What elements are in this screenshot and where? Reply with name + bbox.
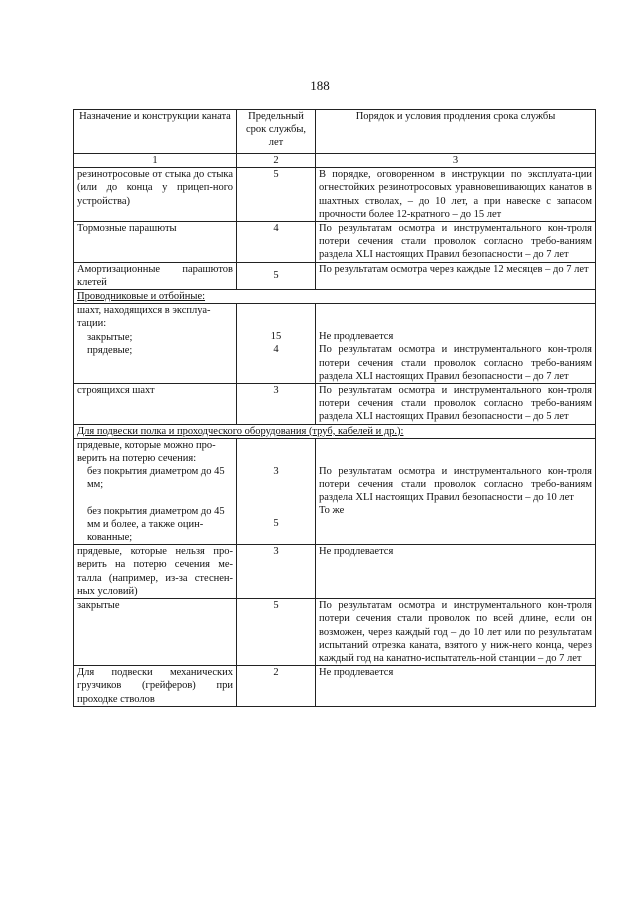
table-row bbox=[74, 304, 596, 384]
table-row bbox=[74, 168, 596, 222]
rope-name: строящихся шахт bbox=[74, 384, 237, 425]
service-life-cell bbox=[237, 438, 316, 544]
column-number-row bbox=[74, 154, 596, 168]
rope-service-life-table bbox=[73, 109, 596, 707]
column-number: 3 bbox=[316, 154, 596, 168]
service-life-cell bbox=[237, 304, 316, 384]
header-service-life: Предельный срок службы, лет bbox=[237, 110, 316, 154]
section-title-text: Проводниковые и отбойные: bbox=[77, 291, 206, 303]
extension-conditions: Не продлевается bbox=[319, 331, 394, 343]
service-life: 3 bbox=[237, 384, 316, 425]
header-purpose: Назначение и конструкции каната bbox=[74, 110, 237, 154]
rope-name: Для подвески механических грузчиков (грейферов) при проходке стволов bbox=[74, 666, 237, 707]
service-life: 2 bbox=[237, 666, 316, 707]
rope-name: прядевые, которые нельзя про-верить на потерю сечения ме-талла (например, из-за стеснен-ных условий) bbox=[74, 545, 237, 599]
extension-conditions-cell bbox=[316, 304, 596, 384]
rope-name-cell bbox=[74, 438, 237, 544]
rope-subtype: без покрытия диаметром до 45 мм; bbox=[87, 466, 225, 491]
table-row bbox=[74, 262, 596, 289]
header-extension-conditions: Порядок и условия продления срока службы bbox=[316, 110, 596, 154]
section-row bbox=[74, 290, 596, 304]
service-life: 15 bbox=[270, 331, 282, 343]
rope-subtype: без покрытия диаметром до 45 мм и более, а также оцин-кованные; bbox=[87, 505, 225, 544]
service-life: 4 bbox=[237, 222, 316, 263]
service-life: 3 bbox=[273, 465, 279, 477]
extension-conditions: По результатам осмотра и инструментального кон-троля потери сечения стали проволок согласно требо-ваниям раздела XLI настоящих Правил безопасности – до 5 лет bbox=[316, 384, 596, 425]
service-life: 3 bbox=[237, 545, 316, 599]
extension-conditions: Не продлевается bbox=[316, 666, 596, 707]
table-row bbox=[74, 666, 596, 707]
section-title bbox=[74, 424, 596, 438]
table-row bbox=[74, 438, 596, 544]
page-number: 188 bbox=[310, 78, 330, 93]
service-life: 5 bbox=[237, 262, 316, 289]
extension-conditions: По результатам осмотра через каждые 12 месяцев – до 7 лет bbox=[316, 262, 596, 289]
service-life: 5 bbox=[273, 518, 279, 530]
column-number: 2 bbox=[237, 154, 316, 168]
rope-name: Тормозные парашюты bbox=[74, 222, 237, 263]
extension-conditions: По результатам осмотра и инструментального кон-троля потери сечения стали проволок по всей длине, если он возможен, через каждый год – до 10 лет или по результатам испытаний отрезка каната, взятого у ниж-него конца, через каждый год на канатно-испытатель-ной станции – до 7 лет bbox=[316, 599, 596, 666]
rope-name: закрытые bbox=[74, 599, 237, 666]
column-number: 1 bbox=[74, 154, 237, 168]
rope-name-cell bbox=[74, 304, 237, 384]
service-life: 5 bbox=[237, 168, 316, 222]
section-title-text: Для подвески полка и проходческого оборудования (труб, кабелей и др.): bbox=[77, 425, 404, 437]
table-row bbox=[74, 599, 596, 666]
table-row bbox=[74, 384, 596, 425]
extension-conditions-cell bbox=[316, 438, 596, 544]
service-life: 5 bbox=[237, 599, 316, 666]
rope-name: Амортизационные парашютов клетей bbox=[74, 262, 237, 289]
section-title bbox=[74, 290, 596, 304]
rope-subtype: закрытые; bbox=[87, 331, 133, 343]
service-life: 4 bbox=[273, 344, 279, 356]
extension-conditions: По результатам осмотра и инструментального кон-троля потери сечения стали проволок согласно требо-ваниям раздела XLI настоящих Правил безопасности – до 10 лет bbox=[319, 465, 592, 504]
section-row bbox=[74, 424, 596, 438]
extension-conditions: В порядке, оговоренном в инструкции по эксплуата-ции огнестойких резинотросовых уравновешивающих канатов в шахтных стволах, – до 10 лет, а при навеске с запасом прочности более 12-кратного – до 15 лет bbox=[316, 168, 596, 222]
extension-conditions: То же bbox=[319, 505, 345, 517]
rope-subtype: прядевые; bbox=[87, 344, 133, 356]
rope-name: прядевые, которые можно про-верить на потерю сечения: bbox=[77, 439, 216, 465]
table-row bbox=[74, 222, 596, 263]
table-row bbox=[74, 545, 596, 599]
rope-name: резинотросовые от стыка до стыка (или до конца у прицеп-ного устройства) bbox=[74, 168, 237, 222]
table-header-row bbox=[74, 110, 596, 154]
rope-name: шахт, находящихся в эксплуа-тации: bbox=[77, 305, 211, 330]
extension-conditions: Не продлевается bbox=[316, 545, 596, 599]
extension-conditions: По результатам осмотра и инструментального кон-троля потери сечения стали проволок согласно требо-ваниям раздела XLI настоящих Правил безопасности – до 7 лет bbox=[319, 344, 592, 382]
extension-conditions: По результатам осмотра и инструментального кон-троля потери сечения стали проволок согласно требо-ваниям раздела XLI настоящих Правил безопасности – до 7 лет bbox=[316, 222, 596, 263]
